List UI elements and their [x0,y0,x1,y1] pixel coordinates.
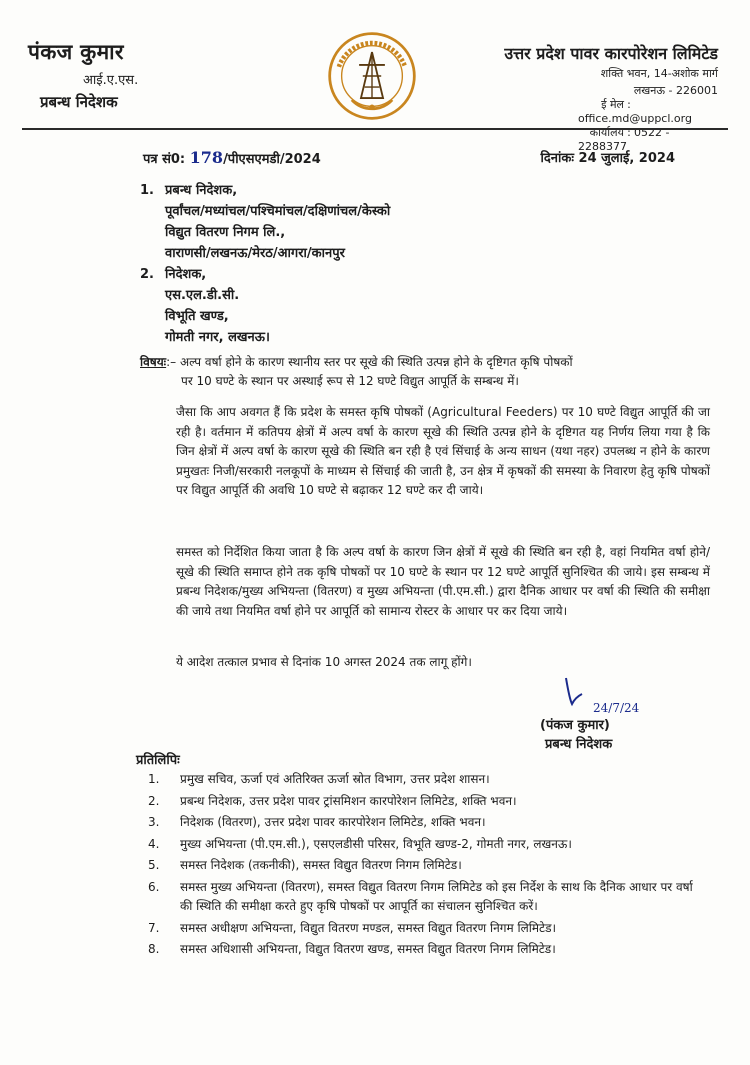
organization-name: उत्तर प्रदेश पावर कारपोरेशन लिमिटेड [504,44,718,63]
list-item: 3. निदेशक (वितरण), उत्तर प्रदेश पावर कारपोरेशन लिमिटेड, शक्ति भवन। [148,815,486,829]
address-line-1: शक्ति भवन, 14-अशोक मार्ग [600,67,718,80]
ref-number-handwritten: 178 [189,148,224,167]
header-divider [22,128,728,130]
signatory-designation: प्रबन्ध निदेशक [545,737,613,752]
sender-block [28,38,138,112]
subject-line-1: अल्प वर्षा होने के कारण स्थानीय स्तर पर सूखे की स्थिति उत्पन्न होने के दृष्टिगत कृषि पोषकों [179,355,573,369]
sender-name: पंकज कुमार [28,40,124,64]
body-paragraph-3: ये आदेश तत्काल प्रभाव से दिनांक 10 अगस्त 2024 तक लागू होंगे। [176,655,472,669]
addressee-line: विद्युत वितरण निगम लि., [165,225,286,240]
list-item: 8. समस्त अधिशासी अभियन्ता, विद्युत वितरण खण्ड, समस्त विद्युत वितरण निगम लिमिटेड। [148,942,556,956]
list-item: 6. समस्त मुख्य अभियन्ता (वितरण), समस्त विद्युत वितरण निगम लिमिटेड को इस निर्देश के साथ कि दैनिक आधार पर वर्षा की स्थिति की समीक्षा करते हुए कृषि पोषकों पर आपूर्ति का संचालन सुनिश्चित करें। [148,879,693,913]
body-paragraph-2: समस्त को निर्देशित किया जाता है कि अल्प वर्षा के कारण जिन क्षेत्रों में सूखे की स्थिति बन रही है, वहां नियमित वर्षा होने/सूखे की स्थिति समाप्त होने तक कृषि पोषकों पर 10 घण्टे के स्थान पर 12 घण्टे आपूर्ति सुनिश्चित की जाये। इस सम्बन्ध में प्रबन्ध निदेशक/मुख्य अभियन्ता (वितरण) व मुख्य अभियन्ता (पी.एम.सी.) द्वारा दैनिक आधार पर वर्षा की स्थिति की समीक्षा की जाये तथा नियमित वर्षा होने पर आपूर्ति को सामान्य रोस्टर के आधार पर कर दिया जाये। [176,545,710,618]
addressee-line: वाराणसी/लखनऊ/मेरठ/आगरा/कानपुर [165,246,345,261]
copy-title: प्रतिलिपिः [136,753,180,768]
list-item: 1. प्रमुख सचिव, ऊर्जा एवं अतिरिक्त ऊर्जा स्रोत विभाग, उत्तर प्रदेश शासन। [148,772,490,786]
address-line-2: लखनऊ - 226001 [633,84,718,97]
email-label: ई मेल [601,98,624,111]
addressee-line: विभूति खण्ड, [165,309,229,324]
list-item: 7. समस्त अधीक्षण अभियन्ता, विद्युत वितरण मण्डल, समस्त विद्युत वितरण निगम लिमिटेड। [148,920,557,935]
email-value: office.md@uppcl.org [578,112,692,125]
ref-prefix: पत्र सं0: [143,152,186,167]
signature-date: 24/7/24 [593,701,640,715]
email-row: ई मेल :office.md@uppcl.org [578,98,692,125]
uppcl-logo-icon [326,30,418,122]
body-paragraph-1: जैसा कि आप अवगत हैं कि प्रदेश के समस्त कृषि पोषकों (Agricultural Feeders) पर 10 घण्टे विद्युत आपूर्ति की जा रही है। वर्तमान में कतिपय क्षेत्रों में अल्प वर्षा के कारण सूखे की स्थिति उत्पन्न होने के दृष्टिगत यह निर्णय लिया गया है कि जिन क्षेत्रों में अल्प वर्षा के कारण सूखे की स्थिति बन रही है एवं सिंचाई के अन्य साधन (यथा नहर) उपलब्ध न होने के कारण प्रमुखतः निजी/सरकारी नलकूपों के माध्यम से सिंचाई की जाती है, उन क्षेत्र में कृषकों की समस्या के निवारण हेतु कृषि पोषकों पर विद्युत आपूर्ति की अवधि 10 घण्टे से बढ़ाकर 12 घण्टे कर दी जाये। [176,405,710,497]
office-label: कार्यालय [589,126,624,139]
list-item: 4. मुख्य अभियन्ता (पी.एम.सी.), एसएलडीसी परिसर, विभूति खण्ड-2, गोमती नगर, लखनऊ। [148,836,572,851]
addressee-list [140,180,390,348]
subject-block: विषयः:– अल्प वर्षा होने के कारण स्थानीय स्तर पर सूखे की स्थिति उत्पन्न होने के दृष्टिगत कृषि पोषकों पर 10 घण्टे के स्थान पर अस्थाई रूप से 12 घण्टे विद्युत आपूर्ति के सम्बन्ध में। [140,353,710,391]
reference-number [143,148,321,167]
office-phone: 0522 - 2288377 [578,126,670,153]
list-item: 2. प्रबन्ध निदेशक, उत्तर प्रदेश पावर ट्रांसमिशन कारपोरेशन लिमिटेड, शक्ति भवन। [148,793,517,808]
signatory-name: (पंकज कुमार) [540,718,610,733]
subject-label: विषयः [140,355,167,369]
copy-list [148,770,703,962]
addressee-line: पूर्वांचल/मध्यांचल/पश्चिमांचल/दक्षिणांचल/केस्को [165,204,391,219]
sender-service: आई.ए.एस. [83,73,139,88]
letter-date: दिनांकः 24 जुलाई, 2024 [540,151,675,166]
sender-designation: प्रबन्ध निदेशक [40,93,118,111]
ref-suffix: /पीएसएमडी/2024 [223,152,321,167]
addressee-line: निदेशक, [165,267,207,282]
addressee-line: गोमती नगर, लखनऊ। [165,330,270,345]
addressee-line: एस.एल.डी.सी. [165,288,240,303]
addressee-item [140,264,390,348]
addressee-number: 2. [140,267,154,282]
addressee-line: प्रबन्ध निदेशक, [165,183,238,198]
addressee-number: 1. [140,183,154,198]
organization-block [504,42,718,154]
phone-row: कार्यालय : 0522 - 2288377 [578,126,670,153]
list-item: 5. समस्त निदेशक (तकनीकी), समस्त विद्युत वितरण निगम लिमिटेड। [148,858,462,872]
subject-line-2: पर 10 घण्टे के स्थान पर अस्थाई रूप से 12 घण्टे विद्युत आपूर्ति के सम्बन्ध में। [181,374,519,388]
addressee-item [140,180,390,264]
